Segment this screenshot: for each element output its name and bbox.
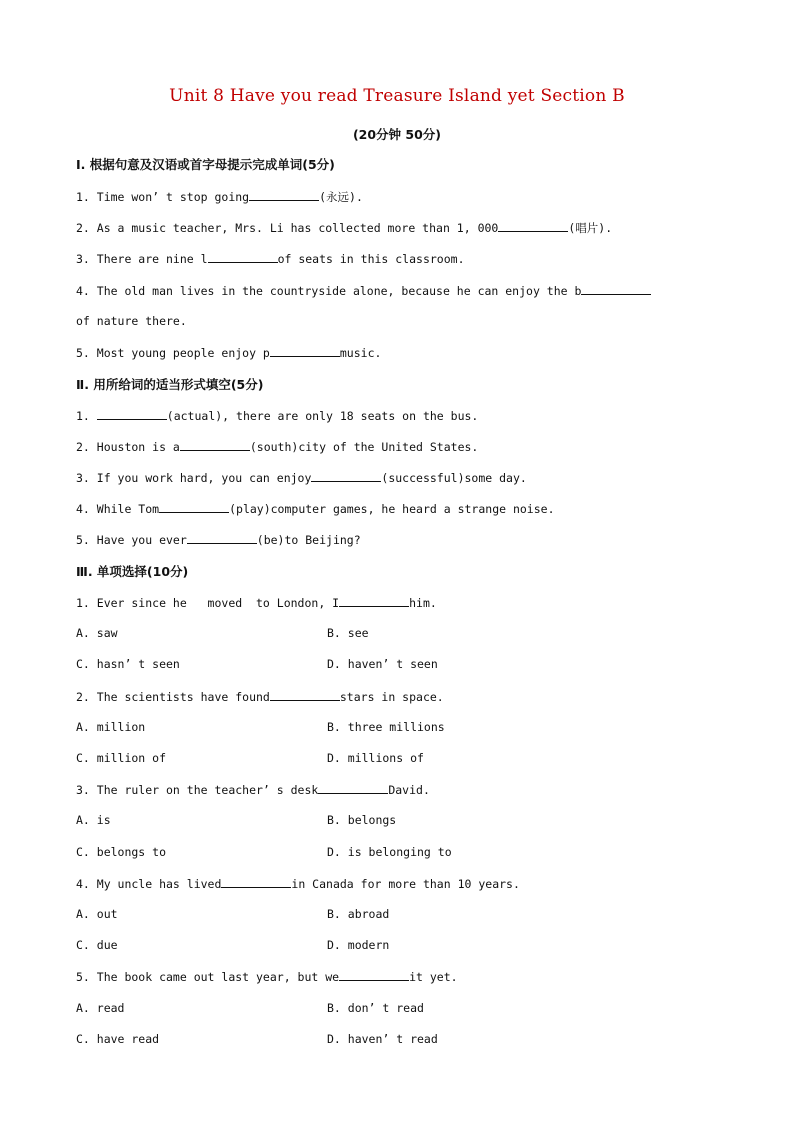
section-1-heading: Ⅰ. 根据句意及汉语或首字母提示完成单词(5分) [76, 157, 335, 172]
answer-blank[interactable] [498, 220, 568, 232]
s1-q4-text: 4. The old man lives in the countryside alone, because he can enjoy the b [76, 284, 582, 298]
s2-q4-rest: (play)computer games, he heard a strange noise. [229, 502, 555, 516]
answer-blank[interactable] [270, 345, 340, 357]
s3-q4-option-a[interactable]: A. out [76, 907, 118, 921]
s1-q2-text: 2. As a music teacher, Mrs. Li has collected more than 1, 000 [76, 221, 499, 235]
s2-q2-rest: (south)city of the United States. [249, 440, 479, 454]
s1-q2-hint: (唱片). [568, 221, 613, 235]
s1-question-4 [76, 283, 651, 298]
page-subtitle: (20分钟 50分) [352, 127, 442, 142]
s3-q1-text: 1. Ever since he moved to London, I [76, 596, 340, 610]
s3-q2-text: 2. The scientists have found [76, 690, 270, 704]
s3-q3-text: 3. The ruler on the teacher’ s desk [76, 783, 319, 797]
s2-q5-text: 5. Have you ever [76, 533, 187, 547]
answer-blank[interactable] [339, 969, 409, 981]
answer-blank[interactable] [187, 532, 257, 544]
s3-q5-option-a[interactable]: A. read [76, 1001, 125, 1015]
s1-q1-hint: (永远). [319, 190, 363, 204]
s2-q2-text: 2. Houston is a [76, 440, 180, 454]
s3-q5-rest: it yet. [409, 970, 458, 984]
s3-q4-option-c[interactable]: C. due [76, 938, 118, 952]
s2-q1-text: (actual), there are only 18 seats on the bus. [166, 409, 479, 423]
answer-blank[interactable] [159, 501, 229, 513]
s2-q3-text: 3. If you work hard, you can enjoy [76, 471, 312, 485]
section-2-heading: Ⅱ. 用所给词的适当形式填空(5分) [76, 377, 264, 392]
s3-q4-rest: in Canada for more than 10 years. [291, 877, 520, 891]
s2-q3-rest: (successful)some day. [381, 471, 527, 485]
s3-q3-rest: David. [388, 783, 430, 797]
answer-blank[interactable] [339, 595, 409, 607]
s2-q1-number: 1. [76, 409, 97, 423]
s3-q1-option-c[interactable]: C. hasn’ t seen [76, 657, 180, 671]
answer-blank[interactable] [249, 189, 319, 201]
answer-blank[interactable] [270, 689, 340, 701]
s3-q4-option-b[interactable]: B. abroad [327, 907, 390, 921]
s3-q3-option-b[interactable]: B. belongs [327, 813, 397, 827]
s3-question-2 [76, 689, 444, 704]
s1-question-2 [76, 220, 612, 236]
s2-question-1 [76, 408, 478, 423]
s3-q1-option-a[interactable]: A. saw [76, 626, 118, 640]
s1-q5-text: 5. Most young people enjoy p [76, 346, 270, 360]
s2-q4-text: 4. While Tom [76, 502, 160, 516]
s3-q2-option-b[interactable]: B. three millions [327, 720, 445, 734]
s3-q5-text: 5. The book came out last year, but we [76, 970, 340, 984]
s1-question-4-continued: of nature there. [76, 314, 187, 328]
answer-blank[interactable] [581, 283, 651, 295]
s1-q1-text: 1. Time won’ t stop going [76, 190, 250, 204]
s3-q2-option-c[interactable]: C. million of [76, 751, 167, 765]
answer-blank[interactable] [97, 408, 167, 420]
s2-question-5 [76, 532, 361, 547]
s1-question-3 [76, 251, 465, 266]
s3-question-5 [76, 969, 458, 984]
answer-blank[interactable] [180, 439, 250, 451]
answer-blank[interactable] [221, 876, 291, 888]
s1-question-5 [76, 345, 381, 360]
s1-q3-rest: of seats in this classroom. [277, 252, 465, 266]
s3-question-1 [76, 595, 437, 610]
s1-q3-text: 3. There are nine l [76, 252, 208, 266]
s3-q5-option-b[interactable]: B. don’ t read [327, 1001, 424, 1015]
answer-blank[interactable] [311, 470, 381, 482]
s3-q2-option-d[interactable]: D. millions of [327, 751, 424, 765]
s2-question-2 [76, 439, 478, 454]
s3-q4-option-d[interactable]: D. modern [327, 938, 390, 952]
s3-question-4 [76, 876, 520, 891]
s3-q5-option-c[interactable]: C. have read [76, 1032, 160, 1046]
answer-blank[interactable] [318, 782, 388, 794]
s1-question-1 [76, 189, 363, 205]
s3-question-3 [76, 782, 430, 797]
s3-q3-option-d[interactable]: D. is belonging to [327, 845, 452, 859]
s2-q5-rest: (be)to Beijing? [256, 533, 361, 547]
page-title: Unit 8 Have you read Treasure Island yet Section B [169, 86, 625, 106]
s1-q5-rest: music. [339, 346, 382, 360]
s2-question-4 [76, 501, 555, 516]
s3-q4-text: 4. My uncle has lived [76, 877, 222, 891]
s3-q1-option-b[interactable]: B. see [327, 626, 369, 640]
s3-q1-option-d[interactable]: D. haven’ t seen [327, 657, 438, 671]
section-3-heading: Ⅲ. 单项选择(10分) [76, 564, 189, 579]
s3-q3-option-a[interactable]: A. is [76, 813, 111, 827]
s3-q2-rest: stars in space. [339, 690, 444, 704]
s3-q2-option-a[interactable]: A. million [76, 720, 146, 734]
s3-q1-rest: him. [409, 596, 437, 610]
s3-q3-option-c[interactable]: C. belongs to [76, 845, 167, 859]
s3-q5-option-d[interactable]: D. haven’ t read [327, 1032, 438, 1046]
s2-question-3 [76, 470, 527, 485]
answer-blank[interactable] [208, 251, 278, 263]
